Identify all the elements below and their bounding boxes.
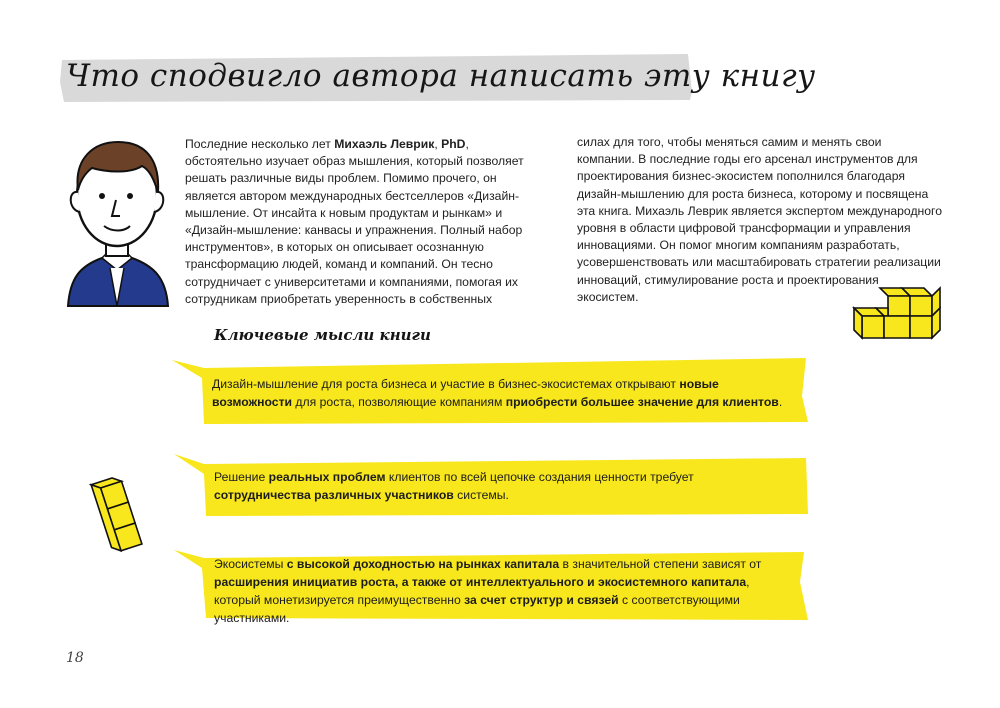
key-thought-text-1: Дизайн-мышление для роста бизнеса и участие в бизнес-экосистемах открывают новые возможности для роста, позволяющие компаниям приобрести большее значение для клиентов.: [212, 377, 783, 409]
key-thought-callout-1: [170, 356, 810, 426]
key-thought-text-2: Решение реальных проблем клиентов по всей цепочке создания ценности требует сотрудничества различных участников системы.: [214, 470, 694, 502]
cube-stack-icon: [850, 284, 945, 349]
page-title: Что сподвигло автора написать эту книгу: [66, 58, 816, 94]
author-name: Михаэль Леврик: [334, 137, 435, 151]
intro-column-2: силах для того, чтобы меняться самим и менять свои компании. В последние годы его арсенал инструментов для проектирования бизнес-экосистем пополнился благодаря дизайн-мышлению для роста бизнеса, которому и посвящена эта книга. Михаэль Леврик является экспертом международного уровня в области цифровой трансформации и управления инновациями. Он помог многим компаниям разработать, усовершенствовать или масштабировать стратегии реализации инноваций, стимулирование роста и проектирования экосистем.: [577, 135, 943, 304]
key-thought-text-3: Экосистемы с высокой доходностью на рынках капитала в значительной степени зависят от расширения инициатив роста, а также от интеллектуального и экосистемного капитала, который монетизируется преимущественно за счет структур и связей с соответствующими участниками.: [214, 557, 762, 625]
key-thoughts-heading: Ключевые мысли книги: [214, 326, 431, 344]
intro-column-1: Последние несколько лет Михаэль Леврик, PhD, обстоятельно изучает образ мышления, который позволяет решать различные виды проблем. Помимо прочего, он является автором международных бестселлеров «Дизайн-мышление. От инсайта к новым продуктам и рынкам» и «Дизайн-мышление: канвасы и упражнения. Полный набор инструментов», в которых он описывает осознанную трансформацию людей, команд и компаний. Он тесно сотрудничает с университетами и компаниями, помогая их сотрудникам приобретать уверенность в собственных: [185, 137, 524, 306]
author-portrait: [62, 128, 172, 313]
page-number: 18: [66, 650, 84, 666]
author-degree: PhD: [441, 137, 466, 151]
key-thought-callout-2: [172, 452, 810, 522]
key-thought-callout-3: [172, 548, 812, 624]
cube-column-icon: [88, 472, 150, 577]
